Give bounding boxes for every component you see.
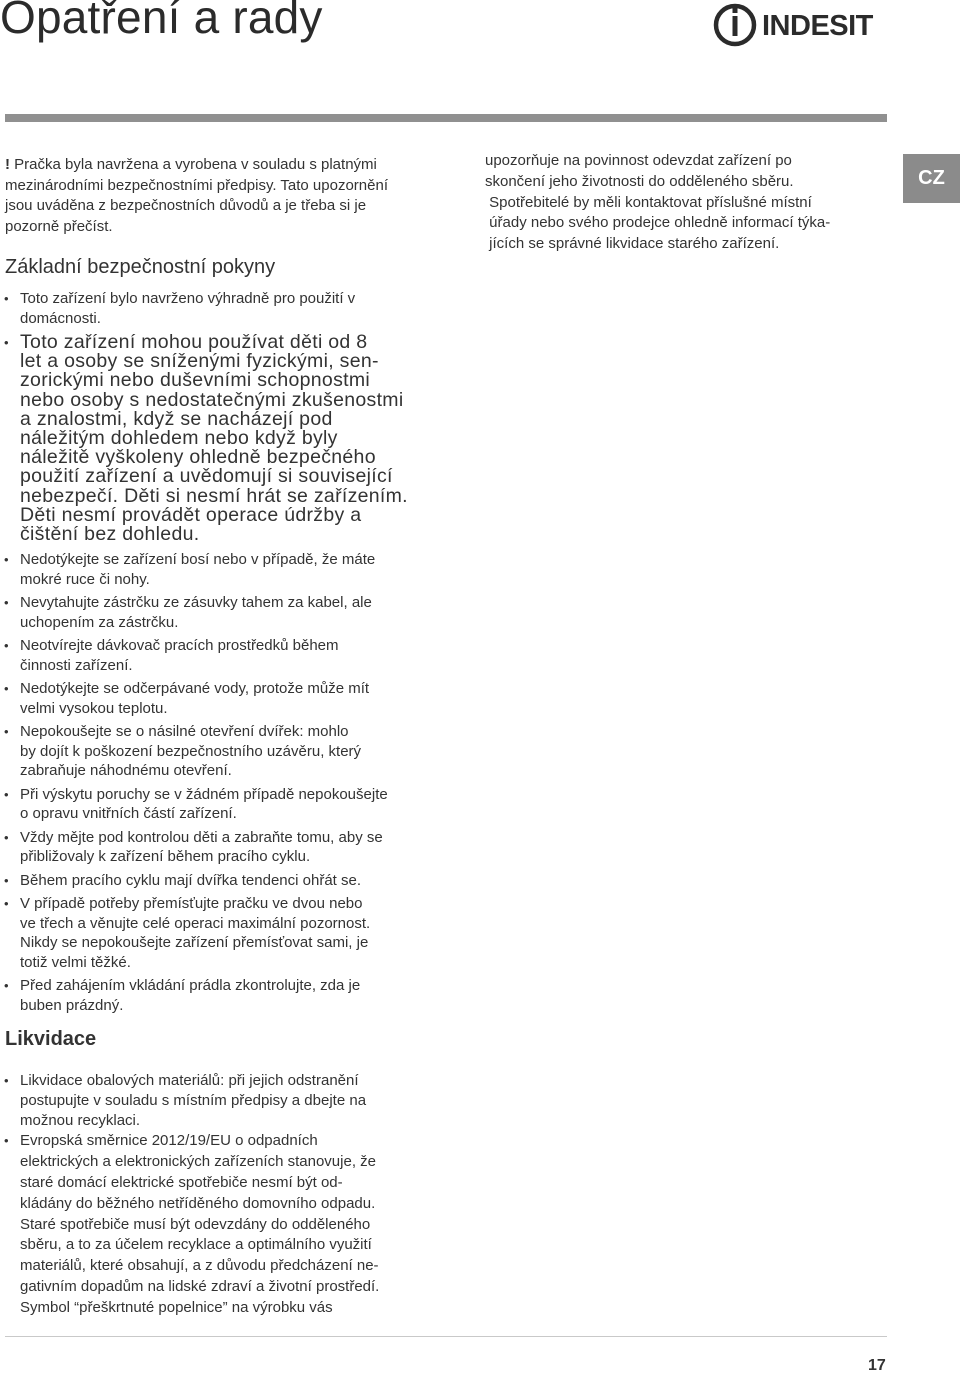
footer-divider [5,1336,887,1337]
list-item: • Nevytahujte zástrčku ze zásuvky tahem za kabel, ale uchopením za zástrčku. [4,594,372,631]
list-item: • Toto zařízení mohou používat děti od 8 let a osoby se sníženými fyzickými, sen- zorickými nebo duševními schopnostmi nebo osoby s nedostatečnými zkušenostmi a znalostmi, když se nacházejí pod náležitým dohledem nebo když byly náležitě vyškoleny ohledně bezpečného použití zařízení a uvědomují si související nebezpečí. Děti si nesmí hrát se zařízením. Děti nesmí provádět operace údržby a čištění bez dohledu. [4,331,408,546]
bullet-icon: • [4,872,9,888]
warning-mark: ! [5,156,10,173]
list-item: • Neotvírejte dávkovač pracích prostředků během činnosti zařízení. [4,637,339,674]
list-item: • V případě potřeby přemísťujte pračku ve dvou nebo ve třech a věnujte celé operaci maximální pozornost. Nikdy se nepokoušejte zařízení přemísťovat sami, je totiž velmi těžké. [4,895,371,971]
bullet-icon: • [4,595,9,611]
page-number: 17 [868,1357,886,1374]
disposal-list [0,1071,440,1319]
safety-heading: Základní bezpečnostní pokyny [5,256,276,278]
bullet-icon: • [4,724,9,740]
intro-text: Pračka byla navržena a vyrobena v souladu s platnými mezinárodními bezpečnostními předpisy. Tato upozornění jsou uváděna z bezpečnostních důvodů a je třeba si je pozorně přečíst. [5,156,388,235]
list-item: • Nedotýkejte se zařízení bosí nebo v případě, že máte mokré ruce či nohy. [4,551,376,588]
bullet-icon: • [4,786,9,802]
bullet-icon: • [4,681,9,697]
list-item: • Likvidace obalových materiálů: při jejich odstranění postupujte v souladu s místním předpisy a dbejte na možnou recyklaci. [4,1072,367,1129]
list-item: • Nepokoušejte se o násilné otevření dvířek: mohlo by dojít k poškození bezpečnostního uzávěru, který zabraňuje náhodnému otevření. [4,723,362,780]
list-item: • Před zahájením vkládání prádla zkontrolujte, zda je buben prázdný. [4,977,361,1014]
disposal-continued: upozorňuje na povinnost odevzdat zařízení po skončení jeho životnosti do odděleného sběru. Spotřebitelé by měli kontaktovat příslušné místní úřady nebo svého prodejce ohledně informací týka- jících se správné likvidace starého zařízení. [485,152,831,253]
bullet-icon: • [4,291,9,306]
safety-list [0,289,440,1015]
language-tab: CZ [903,154,960,203]
svg-text:INDESIT: INDESIT [762,10,873,42]
bullet-icon: • [4,896,9,912]
bullet-icon: • [4,978,9,994]
bullet-icon: • [4,552,9,568]
indesit-logo [713,2,893,48]
bullet-icon: • [4,335,9,350]
list-item: • Během pracího cyklu mají dvířka tendenci ohřát se. [4,871,362,889]
list-item: • Toto zařízení bylo navrženo výhradně pro použití v domácnosti. [4,290,356,327]
disposal-heading: Likvidace [5,1028,97,1050]
bullet-icon: • [4,1133,9,1149]
bullet-icon: • [4,1073,9,1088]
list-item: • Evropská směrnice 2012/19/EU o odpadních elektrických a elektronických zařízeních stanovuje, že staré domácí elektrické spotřebiče nesmí být od- kládány do běžného netříděného domovního odpadu. Staré spotřebiče musí být odevzdány do odděleného sběru, a to za účelem recyklace a optimálního využití materiálů, které obsahují, a z důvodu předcházení ne- gativním dopadům na lidské zdraví a životní prostředí. Symbol “přeškrtnuté popelnice” na výrobku vás [4,1132,380,1316]
page-title: Opatření a rady [0,0,323,43]
list-item: • Nedotýkejte se odčerpávané vody, protože může mít velmi vysokou teplotu. [4,680,370,717]
list-item: • Vždy mějte pod kontrolou děti a zabraňte tomu, aby se přibližovaly k zařízení během pracího cyklu. [4,828,383,866]
list-item: • Při výskytu poruchy se v žádném případě nepokoušejte o opravu vnitřních částí zařízení. [4,785,388,823]
bullet-icon: • [4,638,9,654]
intro-warning [5,155,435,237]
bullet-icon: • [4,829,9,845]
header-divider-bar [5,114,887,122]
